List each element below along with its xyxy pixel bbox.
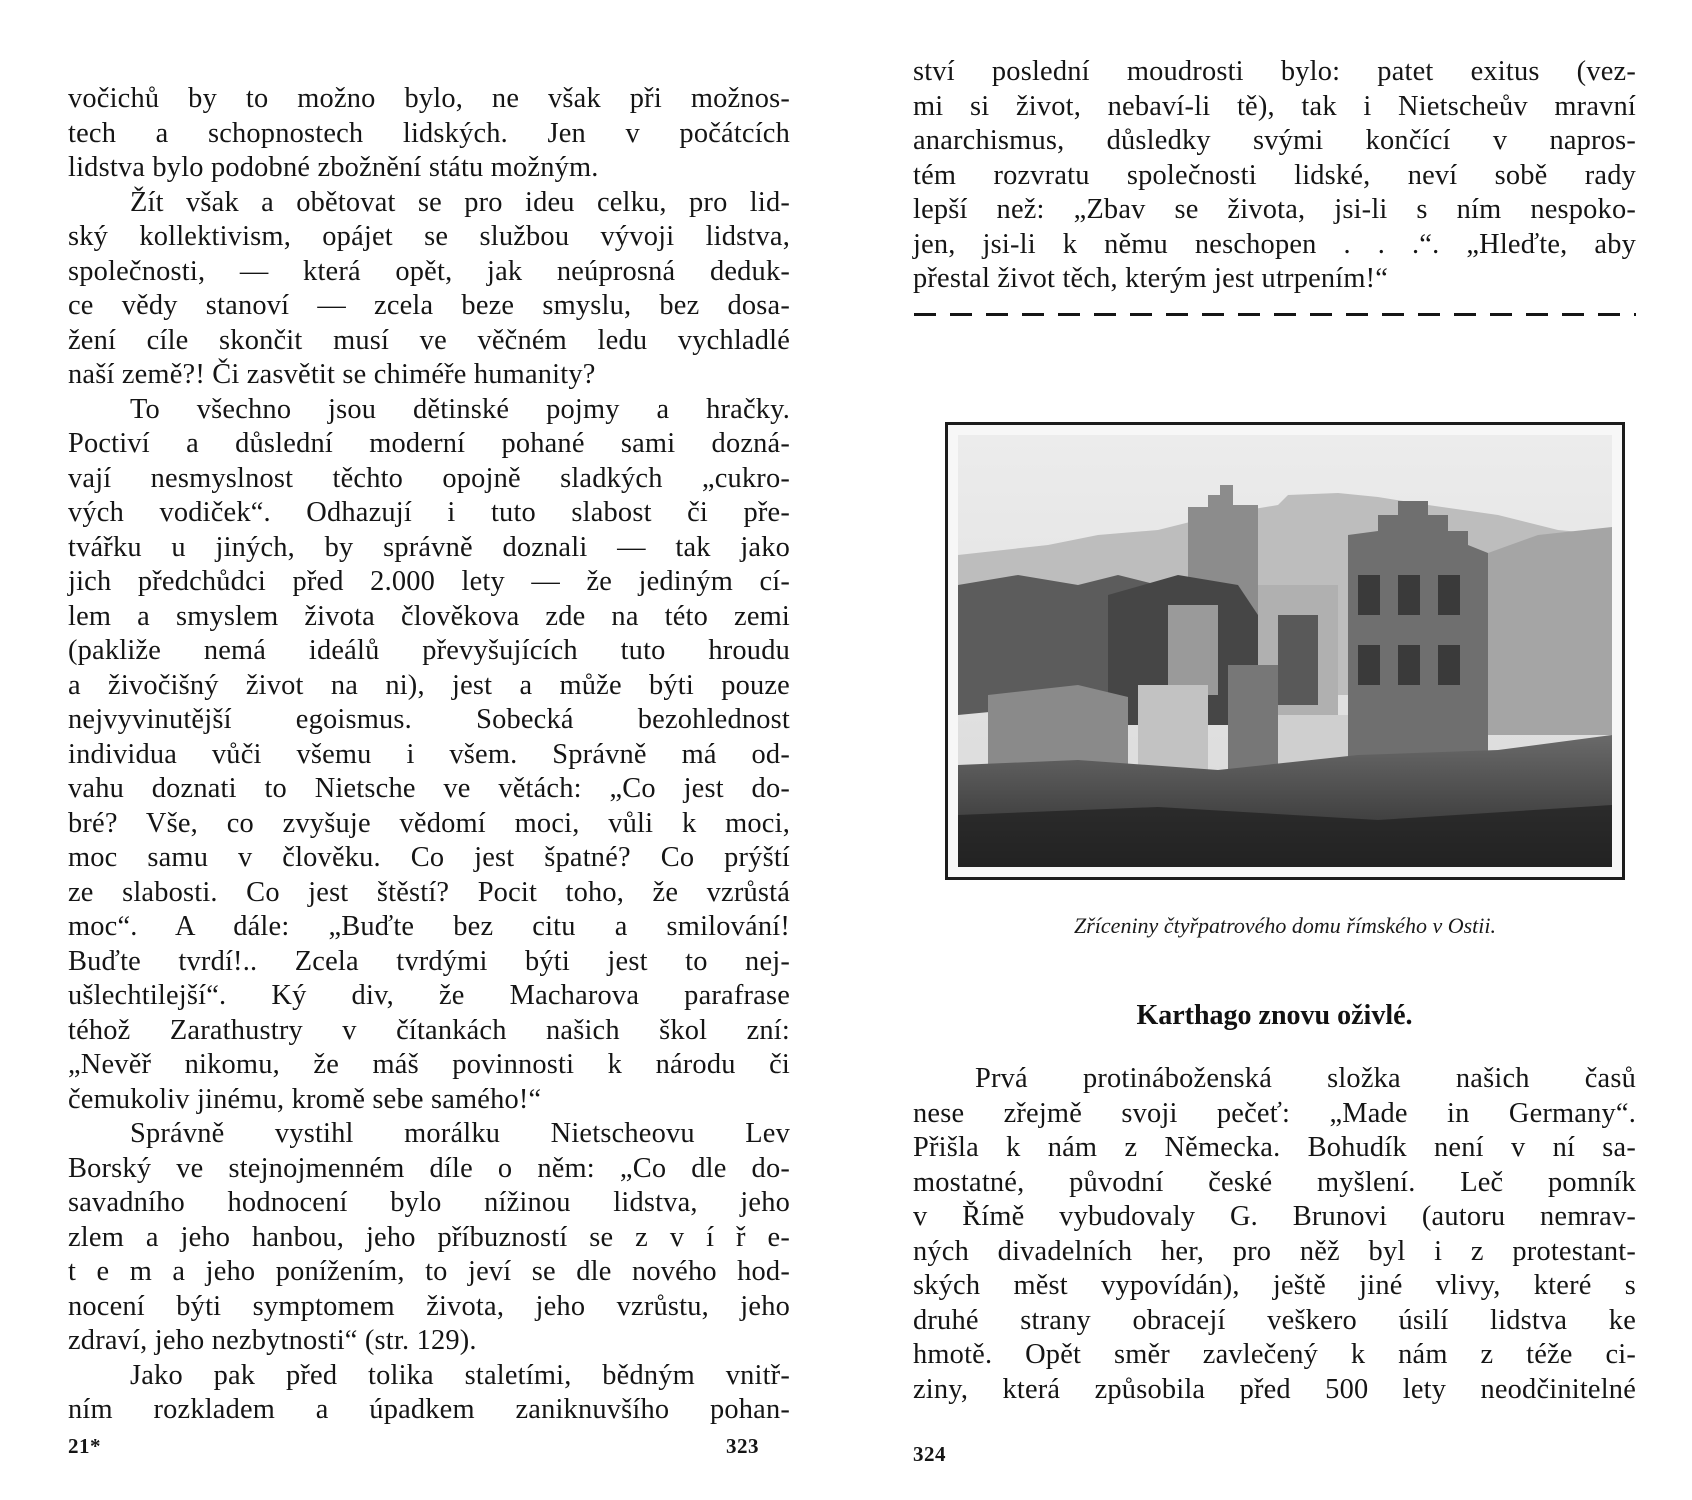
text-line: vají nesmyslnost těchto opojně sladkých „cukro- bbox=[68, 462, 790, 494]
text-line: žení cíle skončit musí ve věčném ledu vychladlé bbox=[68, 324, 790, 356]
text-line: tvářku u jiných, by správně doznali — tak jako bbox=[68, 531, 790, 563]
left-page-text bbox=[68, 82, 790, 1428]
text-line: lem a smyslem života člověkova zde na této zemi bbox=[68, 600, 790, 632]
text-line: moc samu v člověku. Co jest špatné? Co prýští bbox=[68, 842, 790, 873]
section-heading: Karthago znovu oživlé. bbox=[1136, 1000, 1413, 1031]
text-line: čemukoliv jinému, kromě sebe samého!“ bbox=[68, 1083, 542, 1115]
right-page bbox=[846, 0, 1692, 1500]
text-line: nocení býti symptomem života, jeho vzrůstu, jeho bbox=[68, 1290, 790, 1322]
text-line: lidstva bylo podobné zbožnění státu možným. bbox=[68, 152, 599, 183]
text-line: moc“. A dále: „Buďte bez citu a smilování! bbox=[68, 911, 790, 942]
text-line: zdraví, jeho nezbytnosti“ (str. 129). bbox=[68, 1325, 477, 1356]
text-line: hmotě. Opět směr zavlečený k nám z téže ci- bbox=[913, 1339, 1636, 1370]
text-line: Žít však a obětovat se pro ideu celku, pro lid- bbox=[130, 186, 790, 218]
text-line: To všechno jsou dětinské pojmy a hračky. bbox=[130, 393, 790, 425]
paragraph bbox=[68, 186, 790, 393]
signature-mark: 21* bbox=[68, 1434, 101, 1458]
text-line: tech a schopnostech lidských. Jen v počátcích bbox=[68, 117, 790, 149]
text-line: ním rozkladem a úpadkem zaniknuvšího pohan- bbox=[68, 1394, 790, 1425]
text-line: zlem a jeho hanbou, jeho příbuzností se z v í ř e- bbox=[68, 1221, 790, 1253]
ruins-photograph bbox=[945, 422, 1625, 880]
text-line: anarchismus, důsledky svými končící v napros- bbox=[913, 125, 1636, 156]
paragraph bbox=[68, 393, 790, 1118]
text-line: jich předchůdci před 2.000 lety — že jediným cí- bbox=[68, 566, 790, 597]
text-line: t e m a jeho ponížením, to jeví se dle nového hod- bbox=[68, 1256, 790, 1287]
text-line: Buďte tvrdí!.. Zcela tvrdými býti jest to nej- bbox=[68, 945, 790, 977]
text-line: jen, jsi-li k němu neschopen . . .“. „Hleďte, aby bbox=[913, 228, 1636, 260]
text-line: mi si život, nebaví-li tě), tak i Nietscheův mravní bbox=[913, 90, 1636, 122]
text-line: lepší než: „Zbav se života, jsi-li s ním nespoko- bbox=[913, 194, 1636, 225]
text-line: bré? Vše, co zvyšuje vědomí moci, vůli k moci, bbox=[68, 807, 790, 839]
text-line: vočichů by to možno bylo, ne však při možnos- bbox=[68, 83, 790, 114]
text-line: ze slabosti. Co jest štěstí? Pocit toho, že vzrůstá bbox=[68, 876, 790, 908]
text-line: přestal život těch, kterým jest utrpením!“ bbox=[913, 263, 1389, 294]
text-line: tém rozvratu společnosti lidské, neví sobě rady bbox=[913, 159, 1636, 191]
right-page-top-text bbox=[913, 55, 1636, 297]
text-line: Přišla k nám z Německa. Bohudík není v ní sa- bbox=[913, 1132, 1636, 1163]
paragraph bbox=[913, 1062, 1636, 1407]
text-line: ských měst vypovídán), ještě jiné vlivy, které s bbox=[913, 1270, 1636, 1301]
text-line: společnosti, — která opět, jak neúprosná deduk- bbox=[68, 255, 790, 287]
text-line: ušlechtilejší“. Ký div, že Macharova parafrase bbox=[68, 980, 790, 1011]
text-line: naší země?! Či zasvětit se chiméře humanity? bbox=[68, 359, 596, 390]
text-line: ství poslední moudrosti bylo: patet exitus (vez- bbox=[913, 56, 1636, 87]
text-line: savadního hodnocení bylo nížinou lidstva, jeho bbox=[68, 1187, 790, 1218]
paragraph bbox=[913, 55, 1636, 297]
ruins-photo-image bbox=[958, 435, 1612, 867]
text-line: Poctiví a důslední moderní pohané sami dozná- bbox=[68, 428, 790, 459]
text-line: vahu doznati to Nietsche ve větách: „Co jest do- bbox=[68, 773, 790, 804]
paragraph bbox=[68, 82, 790, 186]
right-page-bottom-text bbox=[913, 1062, 1636, 1407]
text-line: ce vědy stanoví — zcela beze smyslu, bez dosa- bbox=[68, 290, 790, 321]
text-line: vých vodiček“. Odhazují i tuto slabost či pře- bbox=[68, 497, 790, 528]
text-line: ziny, která způsobila před 500 lety neodčinitelné bbox=[913, 1373, 1636, 1405]
text-line: „Nevěř nikomu, že máš povinnosti k národu či bbox=[68, 1049, 790, 1080]
text-line: nese zřejmě svoji pečeť: „Made in Germany“. bbox=[913, 1097, 1636, 1129]
text-line: Správně vystihl morálku Nietscheovu Lev bbox=[130, 1118, 790, 1149]
text-line: (pakliže nemá ideálů převyšujících tuto hroudu bbox=[68, 635, 790, 666]
text-line: nejvyvinutější egoismus. Sobecká bezohlednost bbox=[68, 704, 790, 735]
paragraph bbox=[68, 1359, 790, 1428]
text-line: mostatné, původní české myšlení. Leč pomník bbox=[913, 1166, 1636, 1198]
text-line: druhé strany obracejí veškero úsilí lidstva ke bbox=[913, 1304, 1636, 1336]
text-line: Prvá protináboženská složka našich časů bbox=[975, 1063, 1636, 1094]
dashed-separator bbox=[914, 313, 1636, 316]
paragraph bbox=[68, 1117, 790, 1359]
photo-caption: Zříceniny čtyřpatrového domu římského v Ostii. bbox=[1074, 913, 1496, 938]
page-number-left: 323 bbox=[726, 1434, 759, 1458]
text-line: v Římě vybudovaly G. Brunovi (autoru nemrav- bbox=[913, 1201, 1636, 1232]
text-line: Borský ve stejnojmenném díle o něm: „Co dle do- bbox=[68, 1152, 790, 1184]
text-line: téhož Zarathustry v čítankách našich škol zní: bbox=[68, 1014, 790, 1046]
text-line: ných divadelních her, pro něž byl i z protestant- bbox=[913, 1235, 1636, 1267]
text-line: a živočišný život na ni), jest a může býti pouze bbox=[68, 669, 790, 701]
page-number-right: 324 bbox=[913, 1442, 946, 1466]
text-line: Jako pak před tolika staletími, bědným vnitř- bbox=[130, 1359, 790, 1391]
text-line: individua vůči všemu i všem. Správně má od- bbox=[68, 738, 790, 770]
text-line: ský kollektivism, opájet se službou vývoji lidstva, bbox=[68, 221, 790, 252]
